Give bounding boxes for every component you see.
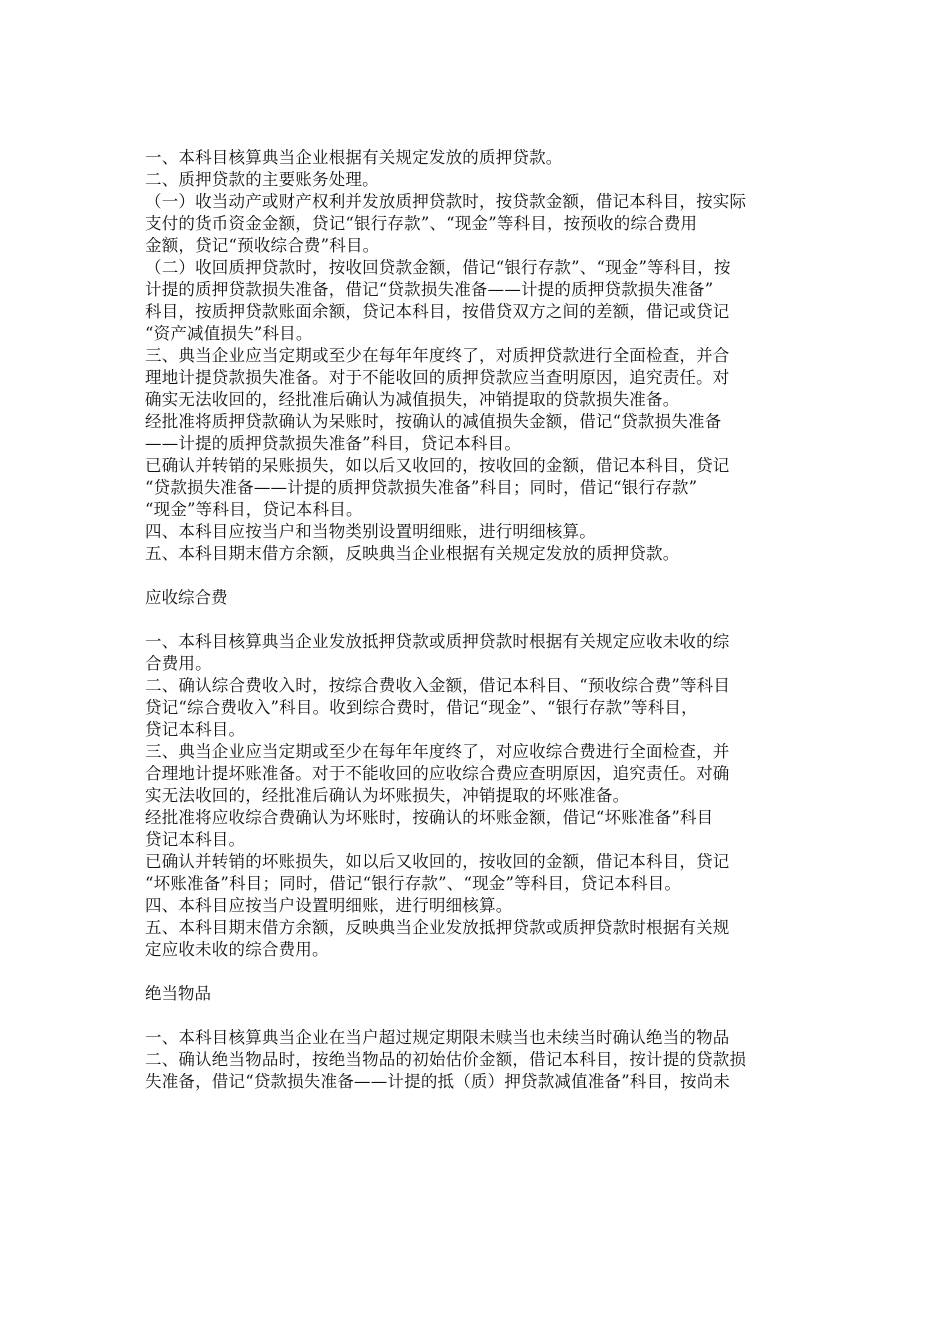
text-line: 三、典当企业应当定期或至少在每年年度终了，对应收综合费进行全面检查，并: [145, 742, 730, 761]
text-line: 一、本科目核算典当企业在当户超过规定期限未赎当也未续当时确认绝当的物品: [145, 1028, 730, 1047]
text-line: 金额，贷记“预收综合费”科目。: [145, 236, 380, 255]
text-line: ——计提的质押贷款损失准备”科目，贷记本科目。: [145, 434, 522, 453]
text-line: 已确认并转销的坏账损失，如以后又收回的，按收回的金额，借记本科目，贷记: [145, 852, 730, 871]
section-receivable-fees: [145, 631, 810, 961]
text-line: 计提的质押贷款损失准备，借记“贷款损失准备——计提的质押贷款损失准备”: [145, 280, 714, 299]
text-line: （一）收当动产或财产权利并发放质押贷款时，按贷款金额，借记本科目，按实际: [145, 192, 747, 211]
text-line: 已确认并转销的呆账损失，如以后又收回的，按收回的金额，借记本科目，贷记: [145, 456, 730, 475]
text-line: “贷款损失准备——计提的质押贷款损失准备”科目；同时，借记“银行存款”: [145, 478, 698, 497]
text-line: 四、本科目应按当户和当物类别设置明细账，进行明细核算。: [145, 522, 596, 541]
text-line: 合费用。: [145, 654, 212, 673]
blank-line: [145, 961, 810, 983]
text-line: 五、本科目期末借方余额，反映典当企业发放抵押贷款或质押贷款时根据有关规: [145, 918, 730, 937]
text-line: 失准备，借记“贷款损失准备——计提的抵（质）押贷款减值准备”科目，按尚未: [145, 1072, 731, 1091]
text-line: “现金”等科目，贷记本科目。: [145, 500, 363, 519]
text-line: 贷记本科目。: [145, 720, 246, 739]
section-forfeited-items: [145, 1027, 810, 1093]
text-line: 二、质押贷款的主要账务处理。: [145, 170, 379, 189]
text-line: 理地计提贷款损失准备。对于不能收回的质押贷款应当查明原因，追究责任。对: [145, 368, 730, 387]
text-line: 二、确认综合费收入时，按综合费收入金额，借记本科目、“预收综合费”等科目: [145, 676, 731, 695]
text-line: 定应收未收的综合费用。: [145, 940, 329, 959]
text-line: 科目，按质押贷款账面余额，贷记本科目，按借贷双方之间的差额，借记或贷记: [145, 302, 730, 321]
text-line: 四、本科目应按当户设置明细账，进行明细核算。: [145, 896, 513, 915]
text-line: “坏账准备”科目；同时，借记“银行存款”、“现金”等科目，贷记本科目。: [145, 874, 682, 893]
text-line: 贷记“综合费收入”科目。收到综合费时，借记“现金”、“银行存款”等科目，: [145, 698, 698, 717]
text-line: 二、确认绝当物品时，按绝当物品的初始估价金额，借记本科目，按计提的贷款损: [145, 1050, 747, 1069]
section-pledge-loans: [145, 147, 810, 565]
section-heading: 绝当物品: [145, 984, 211, 1003]
text-line: 经批准将质押贷款确认为呆账时，按确认的减值损失金额，借记“贷款损失准备: [145, 412, 722, 431]
blank-line: [145, 609, 810, 631]
blank-line: [145, 565, 810, 587]
text-line: 三、典当企业应当定期或至少在每年年度终了，对质押贷款进行全面检查，并合: [145, 346, 730, 365]
section-heading: 应收综合费: [145, 588, 228, 607]
text-line: 确实无法收回的，经批准后确认为减值损失，冲销提取的贷款损失准备。: [145, 390, 680, 409]
text-line: 一、本科目核算典当企业发放抵押贷款或质押贷款时根据有关规定应收未收的综: [145, 632, 730, 651]
text-line: 五、本科目期末借方余额，反映典当企业根据有关规定发放的质押贷款。: [145, 544, 680, 563]
text-line: 贷记本科目。: [145, 830, 246, 849]
text-line: （二）收回质押贷款时，按收回贷款金额，借记“银行存款”、“现金”等科目，按: [145, 258, 731, 277]
text-line: 一、本科目核算典当企业根据有关规定发放的质押贷款。: [145, 148, 563, 167]
document-page: [145, 147, 810, 1093]
text-line: “资产减值损失”科目。: [145, 324, 313, 343]
text-line: 合理地计提坏账准备。对于不能收回的应收综合费应查明原因，追究责任。对确: [145, 764, 730, 783]
blank-line: [145, 1005, 810, 1027]
text-line: 支付的货币资金金额，贷记“银行存款”、“现金”等科目，按预收的综合费用: [145, 214, 698, 233]
text-line: 经批准将应收综合费确认为坏账时，按确认的坏账金额，借记“坏账准备”科目: [145, 808, 714, 827]
text-line: 实无法收回的，经批准后确认为坏账损失，冲销提取的坏账准备。: [145, 786, 630, 805]
